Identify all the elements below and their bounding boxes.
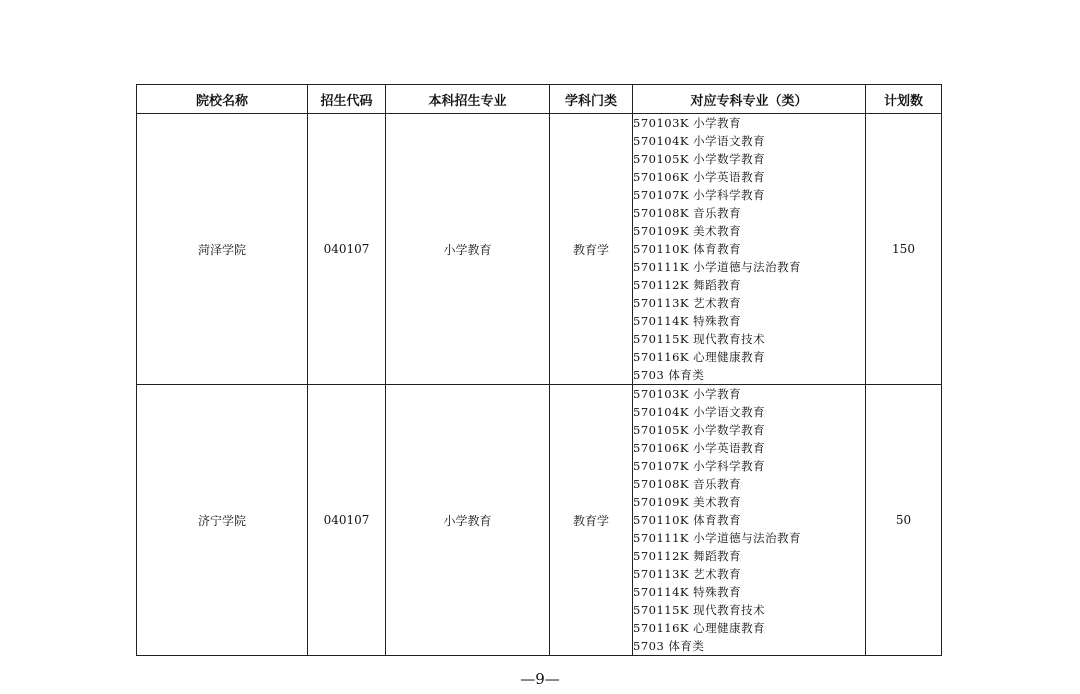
counterpart-item: 570108K 音乐教育 [633, 477, 742, 491]
header-category: 学科门类 [550, 85, 633, 114]
counterpart-item: 570104K 小学语文教育 [633, 134, 766, 148]
page-number: —9— [520, 670, 560, 688]
counterpart-item: 570115K 现代教育技术 [633, 332, 766, 346]
counterpart-item: 570106K 小学英语教育 [633, 441, 766, 455]
header-counterpart: 对应专科专业（类） [633, 85, 866, 114]
cell-major: 小学教育 [386, 114, 550, 385]
enrollment-table [136, 84, 942, 656]
counterpart-item: 570112K 舞蹈教育 [633, 549, 742, 563]
counterpart-item: 570105K 小学数学教育 [633, 152, 766, 166]
counterpart-item: 570110K 体育教育 [633, 513, 742, 527]
counterpart-item: 570104K 小学语文教育 [633, 405, 766, 419]
header-school: 院校名称 [137, 85, 308, 114]
counterpart-item: 570103K 小学教育 [633, 387, 742, 401]
counterpart-item: 570112K 舞蹈教育 [633, 278, 742, 292]
table-header-row [137, 85, 942, 114]
counterpart-item: 570106K 小学英语教育 [633, 170, 766, 184]
counterpart-item: 570111K 小学道德与法治教育 [633, 260, 802, 274]
counterpart-item: 570110K 体育教育 [633, 242, 742, 256]
header-plan: 计划数 [866, 85, 942, 114]
cell-school: 济宁学院 [137, 385, 308, 656]
counterpart-item: 570115K 现代教育技术 [633, 603, 766, 617]
counterpart-item: 570109K 美术教育 [633, 224, 742, 238]
cell-code: 040107 [308, 114, 386, 385]
cell-school: 菏泽学院 [137, 114, 308, 385]
counterpart-item: 570113K 艺术教育 [633, 296, 742, 310]
cell-plan: 50 [866, 385, 942, 656]
table-row [137, 385, 942, 656]
cell-counterpart [633, 114, 866, 385]
counterpart-item: 570114K 特殊教育 [633, 585, 742, 599]
table-row [137, 114, 942, 385]
counterpart-item: 570108K 音乐教育 [633, 206, 742, 220]
counterpart-item: 570116K 心理健康教育 [633, 621, 766, 635]
counterpart-item: 570105K 小学数学教育 [633, 423, 766, 437]
counterpart-item: 570103K 小学教育 [633, 116, 742, 130]
counterpart-item: 570111K 小学道德与法治教育 [633, 531, 802, 545]
counterpart-item: 570107K 小学科学教育 [633, 459, 766, 473]
cell-category: 教育学 [550, 114, 633, 385]
cell-category: 教育学 [550, 385, 633, 656]
cell-counterpart [633, 385, 866, 656]
counterpart-item: 570116K 心理健康教育 [633, 350, 766, 364]
counterpart-item: 570113K 艺术教育 [633, 567, 742, 581]
cell-code: 040107 [308, 385, 386, 656]
counterpart-item: 5703 体育类 [633, 368, 705, 382]
counterpart-item: 570107K 小学科学教育 [633, 188, 766, 202]
header-code: 招生代码 [308, 85, 386, 114]
header-major: 本科招生专业 [386, 85, 550, 114]
cell-plan: 150 [866, 114, 942, 385]
counterpart-item: 570109K 美术教育 [633, 495, 742, 509]
counterpart-item: 570114K 特殊教育 [633, 314, 742, 328]
cell-major: 小学教育 [386, 385, 550, 656]
counterpart-item: 5703 体育类 [633, 639, 705, 653]
